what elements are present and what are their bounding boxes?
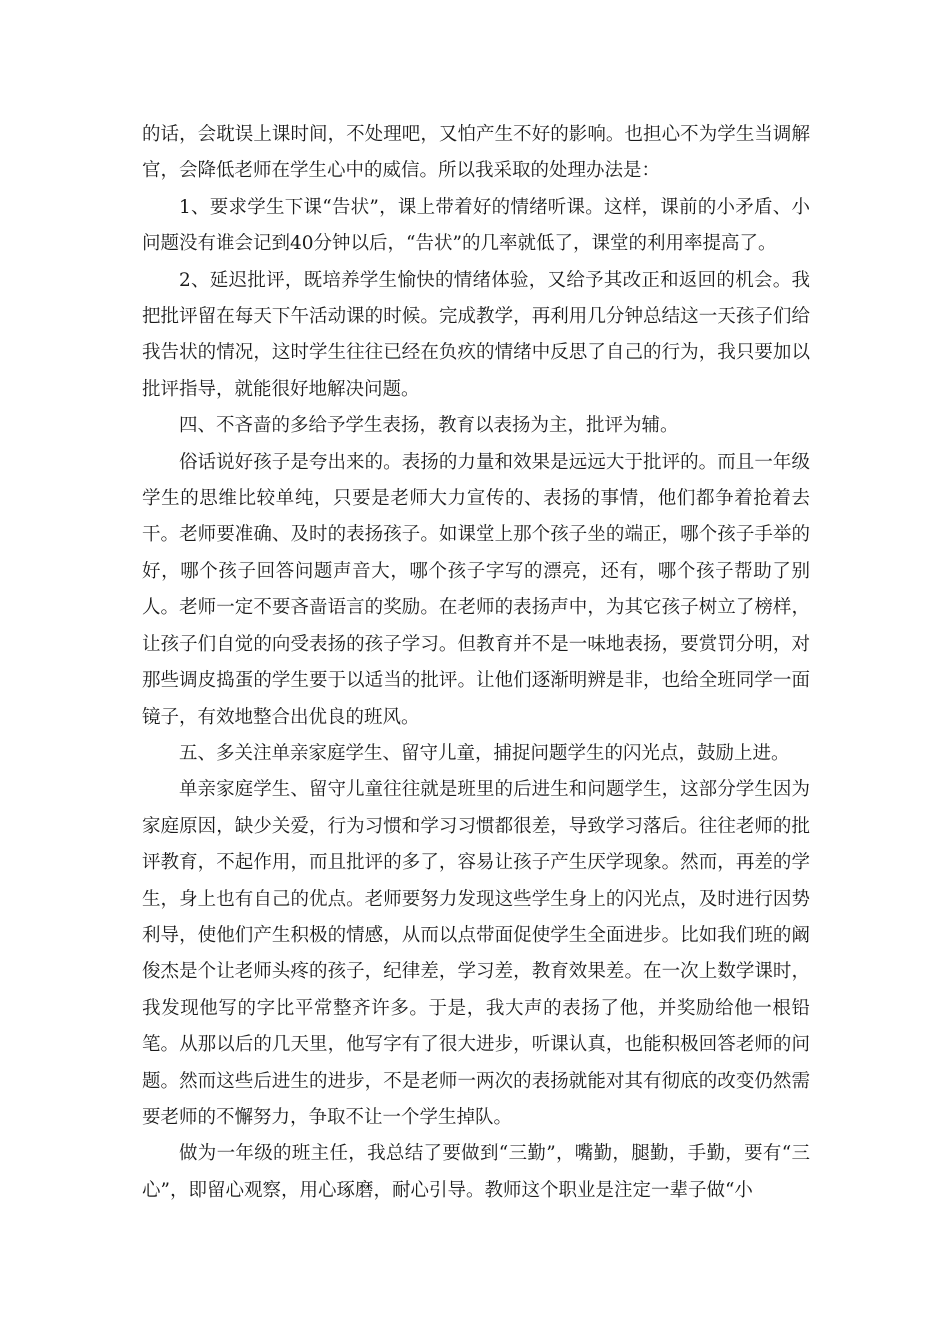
section-heading-5: 五、多关注单亲家庭学生、留守儿童，捕捉问题学生的闪光点，鼓励上进。 [179, 742, 790, 764]
paragraph-point-2: 2、延迟批评，既培养学生愉快的情绪体验，又给予其改正和返回的机会。我把批评留在每天下午活动课的时候。完成教学，再利用几分钟总结这一天孩子们给我告状的情况，这时学生往往已经在负疚的情绪中反思了自己的行为，我只要加以批评指导，就能很好地解决问题。 [142, 269, 810, 400]
paragraph-continued: 的话，会耽误上课时间，不处理吧，又怕产生不好的影响。也担心不为学生当调解官，会降低老师在学生心中的威信。所以我采取的处理办法是： [142, 124, 810, 182]
paragraph-praise: 俗话说好孩子是夸出来的。表扬的力量和效果是远远大于批评的。而且一年级学生的思维比较单纯，只要是老师大力宣传的、表扬的事情，他们都争着抢着去干。老师要准确、及时的表扬孩子。如课堂上那个孩子坐的端正，哪个孩子手举的好，哪个孩子回答问题声音大，哪个孩子字写的漂亮，还有，哪个孩子帮助了别人。老师一定不要吝啬语言的奖励。在老师的表扬声中，为其它孩子树立了榜样，让孩子们自觉的向受表扬的孩子学习。但教育并不是一味地表扬，要赏罚分明，对那些调皮捣蛋的学生要于以适当的批评。让他们逐渐明辨是非，也给全班同学一面镜子，有效地整合出优良的班风。 [142, 451, 810, 728]
paragraph-point-1: 1、要求学生下课“告状”，课上带着好的情绪听课。这样，课前的小矛盾、小问题没有谁会记到40分钟以后，“告状”的几率就低了，课堂的利用率提高了。 [142, 196, 810, 255]
document-body [142, 117, 810, 1209]
section-heading-4: 四、不吝啬的多给予学生表扬，教育以表扬为主，批评为辅。 [179, 415, 679, 437]
paragraph-summary: 做为一年级的班主任，我总结了要做到“三勤”，嘴勤，腿勤，手勤，要有“三心”，即留心观察，用心琢磨，耐心引导。教师这个职业是注定一辈子做“小 [142, 1143, 810, 1201]
paragraph-single-parent: 单亲家庭学生、留守儿童往往就是班里的后进生和问题学生，这部分学生因为家庭原因，缺少关爱，行为习惯和学习习惯都很差，导致学习落后。往往老师的批评教育，不起作用，而且批评的多了，容易让孩子产生厌学现象。然而，再差的学生，身上也有自己的优点。老师要努力发现这些学生身上的闪光点，及时进行因势利导，使他们产生积极的情感，从而以点带面促使学生全面进步。比如我们班的阚俊杰是个让老师头疼的孩子，纪律差，学习差，教育效果差。在一次上数学课时，我发现他写的字比平常整齐许多。于是，我大声的表扬了他，并奖励给他一根铅笔。从那以后的几天里，他写字有了很大进步，听课认真，也能积极回答老师的问题。然而这些后进生的进步，不是老师一两次的表扬就能对其有彻底的改变仍然需要老师的不懈努力，争取不让一个学生掉队。 [142, 779, 810, 1128]
